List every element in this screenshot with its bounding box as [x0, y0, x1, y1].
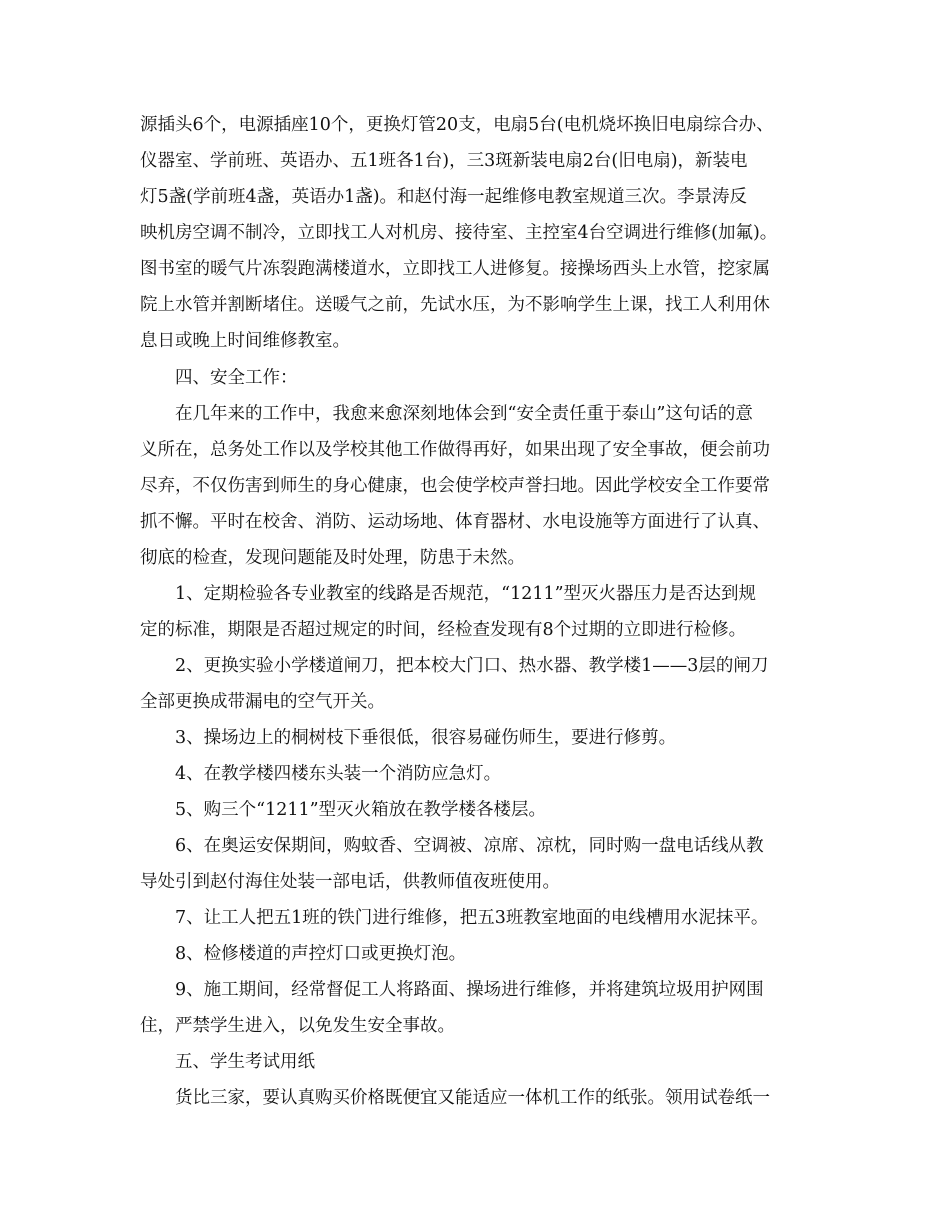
paragraph-line: 尽弃，不仅伤害到师生的身心健康，也会使学校声誉扫地。因此学校安全工作要常 — [140, 476, 770, 496]
paragraph-line: 源插头6个，电源插座10个，更换灯管20支，电扇5台(电机烧坏换旧电扇综合办、 — [140, 115, 774, 135]
paragraph-line: 院上水管并割断堵住。送暖气之前，先试水压，为不影响学生上课，找工人利用休 — [140, 295, 770, 315]
list-item-line: 1、定期检验各专业教室的线路是否规范，“1211”型灭火器压力是否达到规 — [175, 584, 757, 604]
list-item-line: 定的标准，期限是否超过规定的时间，经检查发现有8个过期的立即进行检修。 — [140, 620, 747, 640]
list-item-line: 7、让工人把五1班的铁门进行维修，把五3班教室地面的电线槽用水泥抹平。 — [175, 908, 769, 928]
list-item-line: 9、施工期间，经常督促工人将路面、操场进行维修，并将建筑垃圾用护网围 — [175, 980, 764, 1000]
list-item-line: 5、购三个“1211”型灭火箱放在教学楼各楼层。 — [175, 800, 547, 820]
paragraph-line: 息日或晚上时间维修教室。 — [140, 331, 350, 351]
paragraph-line: 灯5盏(学前班4盏，英语办1盏)。和赵付海一起维修电教室规道三次。李景涛反 — [140, 187, 748, 207]
paragraph-line: 在几年来的工作中，我愈来愈深刻地体会到“安全责任重于泰山”这句话的意 — [175, 404, 753, 424]
paragraph-line: 义所在，总务处工作以及学校其他工作做得再好，如果出现了安全事故，便会前功 — [140, 440, 770, 460]
list-item-line: 全部更换成带漏电的空气开关。 — [140, 692, 385, 712]
section-heading-safety: 四、安全工作： — [175, 368, 298, 388]
list-item-line: 4、在教学楼四楼东头装一个消防应急灯。 — [175, 764, 502, 784]
list-item-line: 2、更换实验小学楼道闸刀，把本校大门口、热水器、教学楼1——3层的闸刀 — [175, 656, 769, 676]
paragraph-line: 抓不懈。平时在校舍、消防、运动场地、体育器材、水电设施等方面进行了认真、 — [140, 512, 770, 532]
list-item-line: 住，严禁学生进入，以免发生安全事故。 — [140, 1016, 455, 1036]
list-item-line: 6、在奥运安保期间，购蚊香、空调被、凉席、凉枕，同时购一盘电话线从教 — [175, 836, 764, 856]
paragraph-line: 仪器室、学前班、英语办、五1班各1台)，三3斑新装电扇2台(旧电扇)，新装电 — [140, 151, 748, 171]
paragraph-line: 彻底的检查，发现问题能及时处理，防患于未然。 — [140, 548, 525, 568]
list-item-line: 3、操场边上的桐树枝下垂很低，很容易碰伤师生，要进行修剪。 — [175, 728, 677, 748]
paragraph-line: 映机房空调不制冷，立即找工人对机房、接待室、主控室4台空调进行维修(加氟)。 — [140, 223, 778, 243]
section-heading-exam-paper: 五、学生考试用纸 — [175, 1052, 315, 1072]
paragraph-line: 图书室的暖气片冻裂跑满楼道水，立即找工人进修复。接操场西头上水管，挖家属 — [140, 259, 770, 279]
list-item-line: 导处引到赵付海住处装一部电话，供教师值夜班使用。 — [140, 872, 560, 892]
list-item-line: 8、检修楼道的声控灯口或更换灯泡。 — [175, 944, 467, 964]
paragraph-line: 货比三家，要认真购买价格既便宜又能适应一体机工作的纸张。领用试卷纸一 — [175, 1088, 770, 1108]
